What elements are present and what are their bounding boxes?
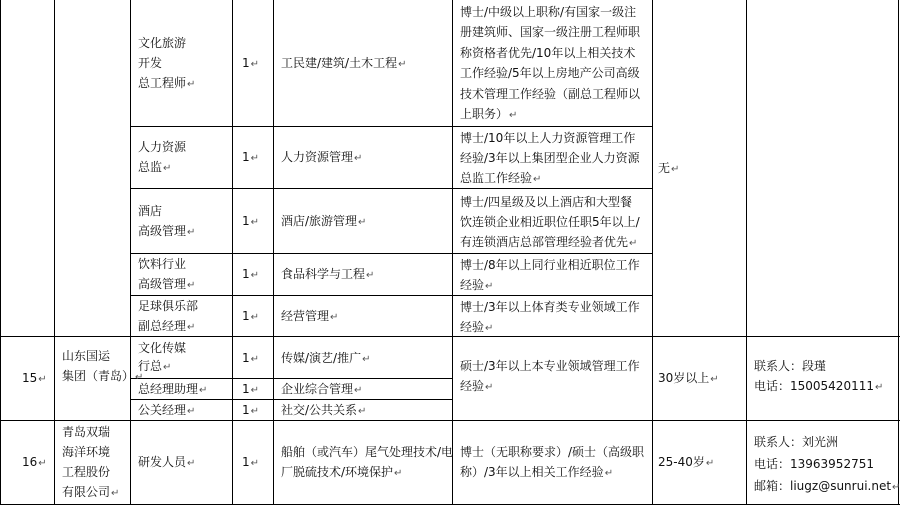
contact-info: 联系人：刘光洲	[754, 435, 839, 449]
requirement-text: 工作经验/5年以上房地产公司高级	[460, 66, 640, 81]
company-name: 工程股份	[62, 465, 111, 479]
requirement-text: 饮连锁企业相近职位任职5年以上/	[460, 215, 640, 229]
paragraph-mark: ↵	[250, 59, 260, 70]
major-field: 经营管理↵	[281, 308, 339, 323]
paragraph-mark: ↵	[250, 153, 260, 164]
paragraph-mark: ↵	[629, 238, 638, 249]
requirement-text: 册建筑师、国家一级注册工程师职	[460, 25, 641, 40]
age-requirement: 30岁以上↵	[658, 371, 719, 385]
major-field: 人力资源管理↵	[281, 150, 363, 164]
requirement-text: 经验↵	[460, 320, 494, 334]
requirement-text: 经验/3年以上集团型企业人力资源	[460, 151, 640, 165]
paragraph-mark: ↵	[250, 270, 260, 281]
row-line-a-0	[130, 126, 652, 127]
paragraph-mark: ↵	[187, 405, 196, 417]
headcount: 1↵	[242, 381, 260, 396]
major-field: 酒店/旅游管理↵	[281, 213, 367, 228]
position-title: 行总↵	[138, 358, 172, 373]
paragraph-mark: ↵	[330, 311, 339, 323]
row-index: 16↵	[22, 455, 47, 469]
paragraph-mark: ↵	[250, 311, 260, 323]
position-title: 饮料行业	[138, 257, 187, 271]
paragraph-mark: ↵	[250, 353, 260, 365]
age-requirement: 无↵	[658, 161, 680, 175]
company-name: 有限公司↵	[62, 485, 120, 499]
requirement-text: 有连锁酒店总部管理经验者优先↵	[460, 235, 638, 249]
requirement-text: 总监工作经验↵	[460, 171, 542, 185]
paragraph-mark: ↵	[485, 382, 494, 393]
requirement-text: 经验↵	[460, 278, 494, 292]
table-border-right	[898, 0, 899, 505]
headcount: 1↵	[242, 213, 260, 228]
position-title: 人力资源	[138, 140, 187, 154]
paragraph-mark: ↵	[394, 468, 403, 479]
contact-info: 电话：13963952751	[754, 457, 874, 471]
major-field: 企业综合管理↵	[281, 381, 363, 396]
paragraph-mark: ↵	[199, 384, 208, 396]
headcount: 1↵	[242, 308, 260, 323]
row-line-16-top	[0, 420, 900, 421]
paragraph-mark: ↵	[705, 458, 715, 469]
major-field: 传媒/演艺/推广↵	[281, 350, 371, 365]
requirement-text: 博士（无职称要求）/硕士（高级职	[460, 445, 645, 459]
paragraph-mark: ↵	[187, 280, 196, 291]
age-requirement: 25-40岁↵	[658, 455, 715, 469]
row-line-a-3	[130, 295, 652, 296]
row-line-15-top	[0, 336, 900, 337]
paragraph-mark: ↵	[485, 281, 494, 292]
paragraph-mark: ↵	[250, 458, 260, 469]
paragraph-mark: ↵	[38, 458, 47, 469]
col-line-contact	[746, 0, 747, 505]
paragraph-mark: ↵	[509, 110, 518, 121]
paragraph-mark: ↵	[398, 59, 407, 70]
company-name: 集团（青岛）↵	[62, 369, 144, 383]
paragraph-mark: ↵	[671, 164, 680, 175]
requirement-text: 称）/3年以上相关工作经验↵	[460, 465, 614, 479]
headcount: 1↵	[242, 267, 260, 281]
requirement-text: 博士/四星级及以上酒店和大型餐	[460, 195, 633, 209]
table-border-left	[0, 0, 1, 505]
position-title: 总监↵	[138, 160, 172, 174]
paragraph-mark: ↵	[358, 216, 367, 228]
requirement-text: 上职务）↵	[460, 107, 518, 121]
position-title: 足球俱乐部	[138, 298, 199, 313]
contact-info: 电话：15005420111↵	[754, 379, 884, 393]
paragraph-mark: ↵	[358, 405, 367, 417]
paragraph-mark: ↵	[366, 270, 375, 281]
headcount: 1↵	[242, 350, 260, 365]
paragraph-mark: ↵	[874, 382, 884, 393]
paragraph-mark: ↵	[187, 226, 196, 238]
row-line-a-1	[130, 188, 652, 189]
headcount: 1↵	[242, 455, 260, 469]
paragraph-mark: ↵	[187, 79, 196, 90]
paragraph-mark: ↵	[533, 174, 542, 185]
major-field: 船舶（或汽车）尾气处理技术/电	[281, 445, 454, 459]
requirement-text: 经验↵	[460, 379, 494, 393]
paragraph-mark: ↵	[163, 163, 172, 174]
position-title: 研发人员↵	[138, 455, 196, 469]
paragraph-mark: ↵	[604, 468, 614, 479]
paragraph-mark: ↵	[250, 405, 260, 417]
requirement-text: 博士/3年以上体育类专业领域工作	[460, 300, 640, 314]
company-name: 青岛双瑞	[62, 425, 111, 439]
position-title: 酒店	[138, 203, 163, 218]
position-title: 文化传媒	[138, 340, 187, 355]
requirement-text: 硕士/3年以上本专业领域管理工作	[460, 359, 640, 373]
requirement-text: 称资格者优先/10年以上相关技术	[460, 45, 636, 60]
paragraph-mark: ↵	[38, 374, 47, 385]
company-name: 海洋环境	[62, 445, 111, 459]
paragraph-mark: ↵	[187, 321, 196, 333]
headcount: 1↵	[242, 150, 260, 164]
position-title: 开发	[138, 56, 163, 70]
requirement-text: 技术管理工作经验（副总工程师以	[460, 86, 641, 101]
paragraph-mark: ↵	[250, 216, 260, 228]
row-index: 15↵	[22, 371, 47, 385]
position-title: 高级管理↵	[138, 223, 196, 238]
position-title: 总经理助理↵	[138, 381, 208, 396]
headcount: 1↵	[242, 402, 260, 417]
headcount: 1↵	[242, 56, 260, 70]
paragraph-mark: ↵	[710, 374, 719, 385]
company-name: 山东国运	[62, 349, 111, 363]
contact-info: 邮箱：liugz@sunrui.net↵	[754, 479, 900, 493]
major-field: 工民建/建筑/土木工程↵	[281, 56, 407, 70]
major-field: 食品科学与工程↵	[281, 267, 375, 281]
col-line-company	[54, 0, 55, 505]
paragraph-mark: ↵	[892, 482, 900, 493]
paragraph-mark: ↵	[362, 353, 371, 365]
paragraph-mark: ↵	[354, 153, 363, 164]
paragraph-mark: ↵	[111, 488, 120, 499]
paragraph-mark: ↵	[187, 458, 196, 469]
position-title: 总工程师↵	[138, 76, 196, 90]
position-title: 文化旅游	[138, 36, 187, 50]
contact-info: 联系人：段瑾	[754, 359, 827, 373]
major-field: 社交/公共关系↵	[281, 402, 367, 417]
position-title: 公关经理↵	[138, 402, 196, 417]
paragraph-mark: ↵	[250, 384, 260, 396]
requirement-text: 博士/中级以上职称/有国家一级注	[460, 5, 637, 19]
paragraph-mark: ↵	[354, 384, 363, 396]
paragraph-mark: ↵	[163, 361, 172, 373]
col-line-age	[652, 0, 653, 505]
major-field: 厂脱硫技术/环境保护↵	[281, 465, 403, 479]
position-title: 高级管理↵	[138, 277, 196, 291]
paragraph-mark: ↵	[135, 372, 144, 383]
requirement-text: 博士/10年以上人力资源管理工作	[460, 131, 636, 145]
position-title: 副总经理↵	[138, 318, 196, 333]
requirement-text: 博士/8年以上同行业相近职位工作	[460, 258, 640, 272]
paragraph-mark: ↵	[485, 323, 494, 334]
